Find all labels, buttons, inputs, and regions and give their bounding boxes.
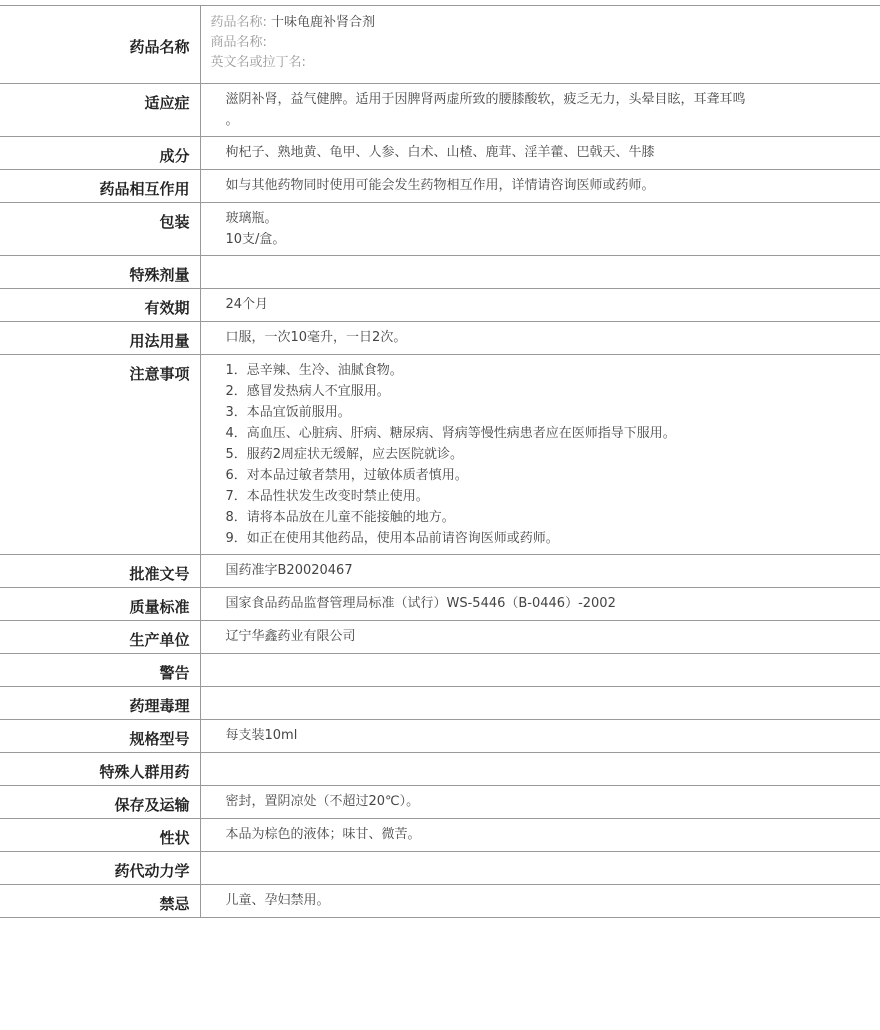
- row-usage: [0, 322, 880, 355]
- row-value: 24个月: [200, 289, 880, 322]
- generic-name-value: 十味龟鹿补肾合剂: [271, 15, 376, 30]
- row-value: [200, 256, 880, 289]
- row-label: 生产单位: [0, 621, 200, 654]
- row-value: 儿童、孕妇禁用。: [200, 885, 880, 918]
- row-specification: [0, 720, 880, 753]
- row-pharmacology: [0, 687, 880, 720]
- row-precautions: [0, 355, 880, 555]
- row-ingredients: [0, 137, 880, 170]
- row-packaging: [0, 203, 880, 256]
- precaution-item: 1．忌辛辣、生冷、油腻食物。: [225, 363, 403, 378]
- precaution-item: 2．感冒发热病人不宜服用。: [225, 384, 390, 399]
- english-name-key: 英文名或拉丁名:: [210, 55, 306, 70]
- precaution-item: 3．本品宜饭前服用。: [225, 405, 351, 420]
- row-value: 口服，一次10毫升，一日2次。: [200, 322, 880, 355]
- row-value: 辽宁华鑫药业有限公司: [200, 621, 880, 654]
- row-label: 特殊人群用药: [0, 753, 200, 786]
- row-value: 国药准字B20020467: [200, 555, 880, 588]
- precaution-item: 4．高血压、心脏病、肝病、糖尿病、肾病等慢性病患者应在医师指导下服用。: [225, 426, 676, 441]
- row-value: [200, 852, 880, 885]
- row-label: 药理毒理: [0, 687, 200, 720]
- precaution-item: 9．如正在使用其他药品，使用本品前请咨询医师或药师。: [225, 531, 559, 546]
- row-value: 本品为棕色的液体；味甘、微苦。: [200, 819, 880, 852]
- row-label: 成分: [0, 137, 200, 170]
- row-value: 每支装10ml: [200, 720, 880, 753]
- row-pharmacokinetics: [0, 852, 880, 885]
- row-label: 注意事项: [0, 355, 200, 555]
- packaging-line: 玻璃瓶。: [225, 211, 278, 226]
- row-interactions: [0, 170, 880, 203]
- row-value: [200, 84, 880, 137]
- indications-line: 。: [225, 113, 239, 128]
- row-value: 如与其他药物同时使用可能会发生药物相互作用，详情请咨询医师或药师。: [200, 170, 880, 203]
- row-label: 适应症: [0, 84, 200, 137]
- precaution-item: 8．请将本品放在儿童不能接触的地方。: [225, 510, 455, 525]
- row-special-dosage: [0, 256, 880, 289]
- row-value: [200, 753, 880, 786]
- row-drug-name: [0, 6, 880, 84]
- row-label: 性状: [0, 819, 200, 852]
- row-label: 批准文号: [0, 555, 200, 588]
- row-label: 药品名称: [0, 6, 200, 84]
- row-value: 密封，置阴凉处（不超过20℃）。: [200, 786, 880, 819]
- row-contraindications: [0, 885, 880, 918]
- row-label: 包装: [0, 203, 200, 256]
- row-quality-standard: [0, 588, 880, 621]
- row-manufacturer: [0, 621, 880, 654]
- english-name-line: [211, 53, 880, 73]
- row-label: 药品相互作用: [0, 170, 200, 203]
- row-label: 警告: [0, 654, 200, 687]
- row-label: 用法用量: [0, 322, 200, 355]
- trade-name-key: 商品名称:: [210, 35, 267, 50]
- row-value: 国家食品药品监督管理局标准（试行）WS-5446（B-0446）-2002: [200, 588, 880, 621]
- row-value: 枸杞子、熟地黄、龟甲、人参、白术、山楂、鹿茸、淫羊藿、巴戟天、牛膝: [200, 137, 880, 170]
- row-value: [200, 6, 880, 84]
- indications-line: 滋阴补肾，益气健脾。适用于因脾肾两虚所致的腰膝酸软，疲乏无力，头晕目眩，耳聋耳鸣: [225, 92, 746, 107]
- row-shelf-life: [0, 289, 880, 322]
- row-indications: [0, 84, 880, 137]
- row-label: 规格型号: [0, 720, 200, 753]
- generic-name-line: [211, 13, 880, 33]
- precaution-item: 5．服药2周症状无缓解，应去医院就诊。: [225, 447, 464, 462]
- row-warning: [0, 654, 880, 687]
- row-value: [200, 203, 880, 256]
- row-label: 特殊剂量: [0, 256, 200, 289]
- row-approval-number: [0, 555, 880, 588]
- row-label: 保存及运输: [0, 786, 200, 819]
- row-value: [200, 654, 880, 687]
- row-value: [200, 687, 880, 720]
- row-appearance: [0, 819, 880, 852]
- row-label: 药代动力学: [0, 852, 200, 885]
- row-value: [200, 355, 880, 555]
- row-storage: [0, 786, 880, 819]
- packaging-line: 10支/盒。: [225, 232, 286, 247]
- generic-name-key: 药品名称:: [210, 15, 267, 30]
- precaution-item: 7．本品性状发生改变时禁止使用。: [225, 489, 429, 504]
- trade-name-line: [211, 33, 880, 53]
- row-label: 有效期: [0, 289, 200, 322]
- drug-info-table: [0, 5, 880, 918]
- row-label: 禁忌: [0, 885, 200, 918]
- precaution-item: 6．对本品过敏者禁用，过敏体质者慎用。: [225, 468, 468, 483]
- row-special-groups: [0, 753, 880, 786]
- row-label: 质量标准: [0, 588, 200, 621]
